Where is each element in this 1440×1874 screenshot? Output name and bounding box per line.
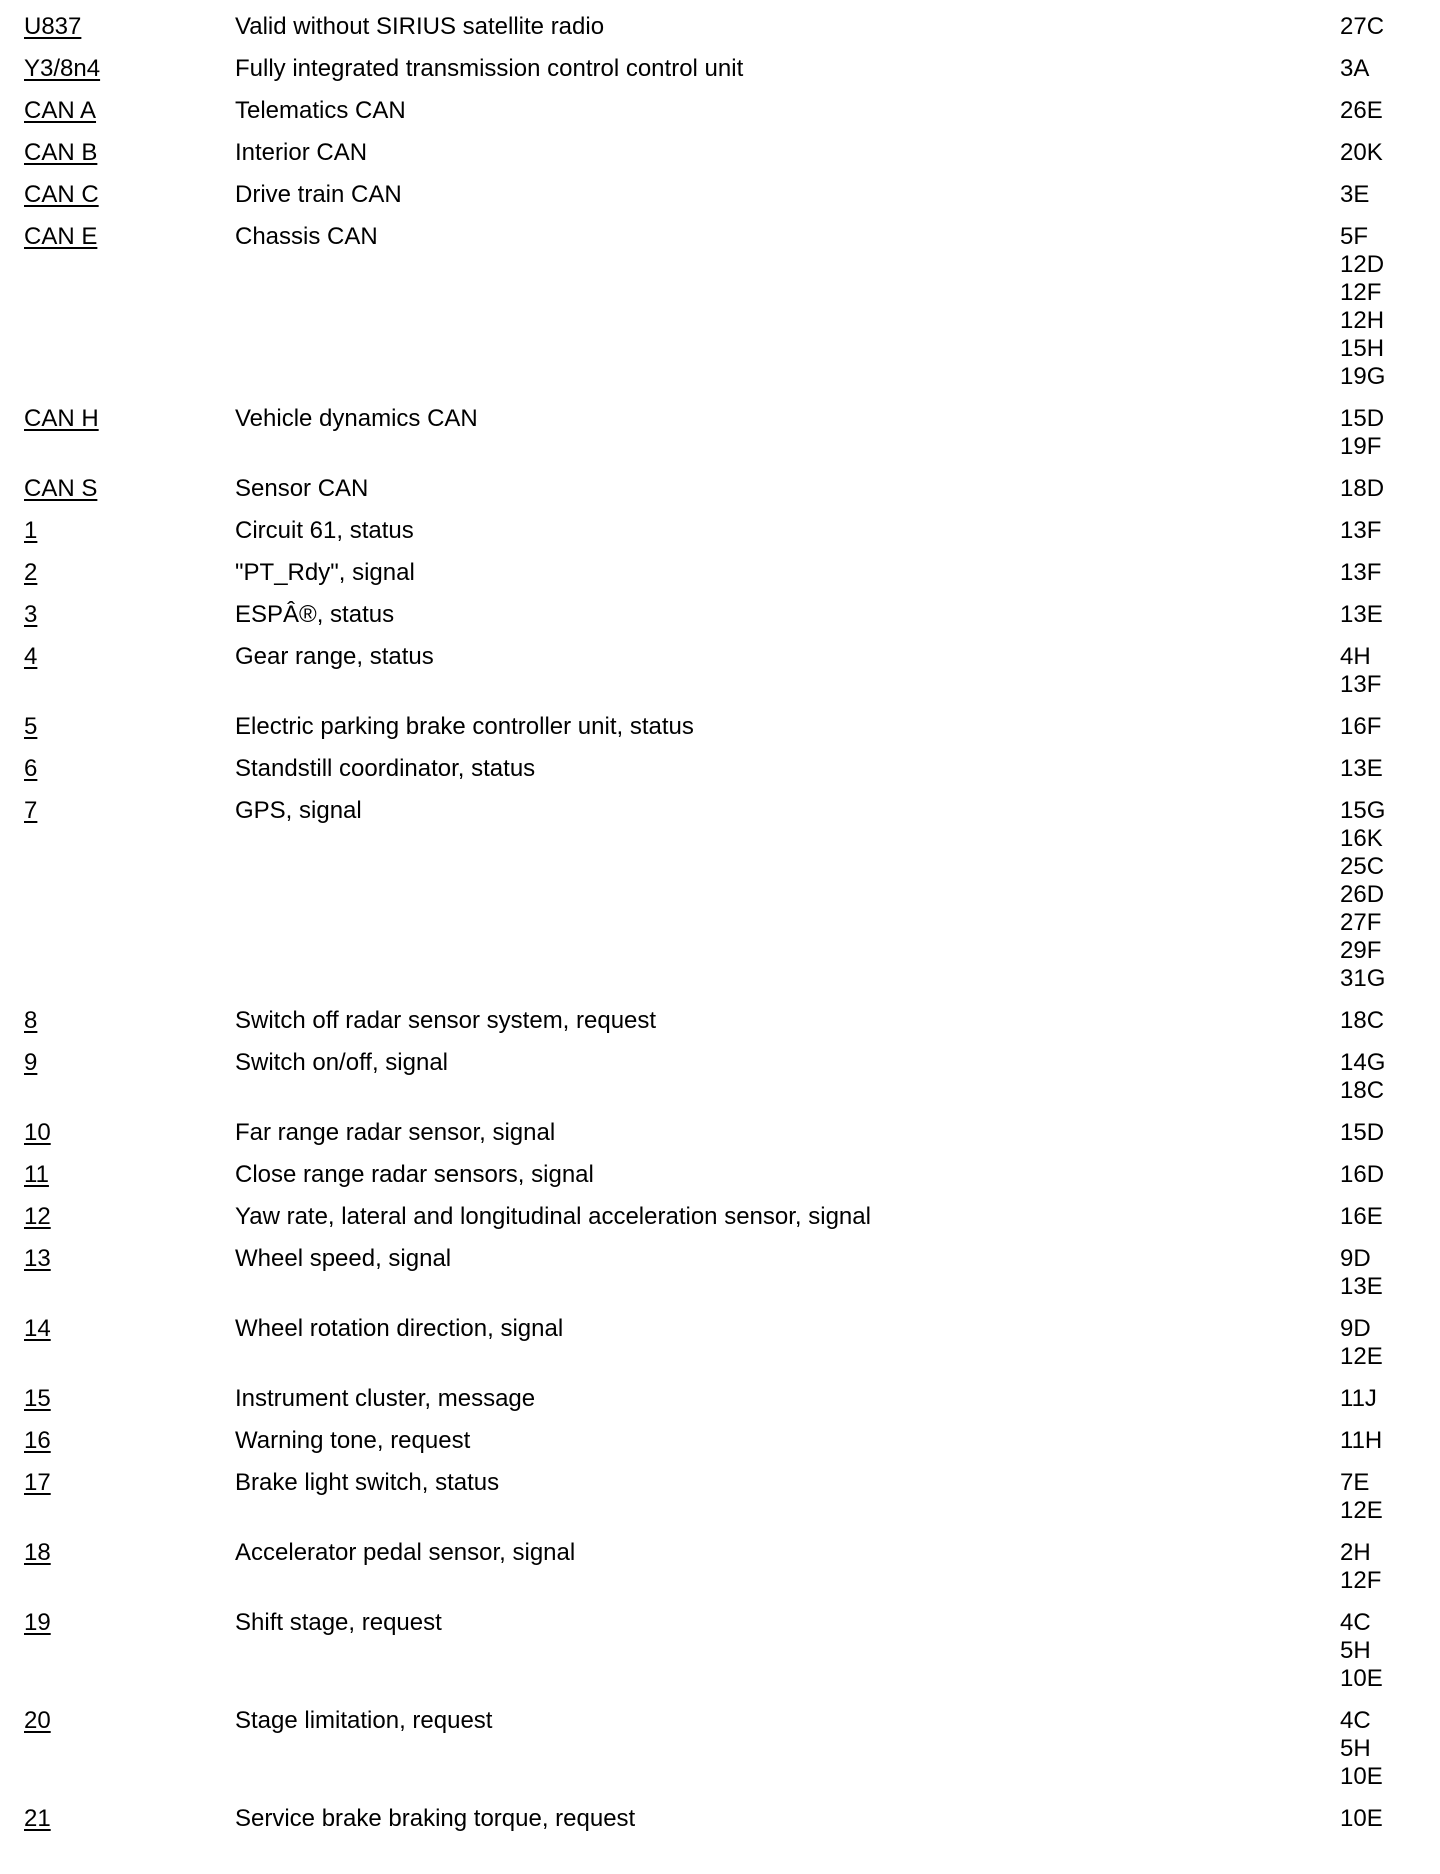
grid-reference: 26E bbox=[1340, 97, 1383, 124]
legend-ref-cell bbox=[1340, 1038, 1440, 1108]
legend-code-cell bbox=[0, 1304, 235, 1374]
legend-code-link[interactable]: 1 bbox=[24, 517, 38, 544]
legend-ref-cell bbox=[1340, 0, 1440, 44]
legend-ref-cell bbox=[1340, 744, 1440, 786]
legend-ref-cell bbox=[1340, 1108, 1440, 1150]
legend-code-link[interactable]: CAN A bbox=[24, 97, 97, 124]
legend-ref-cell bbox=[1340, 1304, 1440, 1374]
legend-row bbox=[0, 1598, 1440, 1696]
legend-code-cell bbox=[0, 0, 235, 44]
grid-reference: 27C bbox=[1340, 13, 1385, 40]
legend-description: Close range radar sensors, signal bbox=[235, 1161, 594, 1188]
grid-reference: 4C bbox=[1340, 1707, 1371, 1734]
legend-code-link[interactable]: 17 bbox=[24, 1469, 51, 1496]
legend-code-cell bbox=[0, 128, 235, 170]
legend-row bbox=[0, 0, 1440, 44]
legend-code-link[interactable]: Y3/8n4 bbox=[24, 55, 101, 82]
legend-ref-cell bbox=[1340, 1598, 1440, 1696]
grid-reference: 5H bbox=[1340, 1735, 1371, 1762]
legend-ref-cell bbox=[1340, 170, 1440, 212]
legend-description: Standstill coordinator, status bbox=[235, 755, 536, 782]
legend-ref-cell bbox=[1340, 1150, 1440, 1192]
legend-description: "PT_Rdy", signal bbox=[235, 559, 415, 586]
legend-ref-cell bbox=[1340, 1192, 1440, 1234]
legend-row bbox=[0, 1192, 1440, 1234]
grid-reference: 10E bbox=[1340, 1763, 1383, 1790]
grid-reference: 11J bbox=[1340, 1385, 1377, 1412]
grid-reference: 25C bbox=[1340, 853, 1385, 880]
grid-reference: 11H bbox=[1340, 1427, 1383, 1454]
legend-ref-cell bbox=[1340, 702, 1440, 744]
legend-ref-cell bbox=[1340, 1528, 1440, 1598]
legend-code-link[interactable]: 20 bbox=[24, 1707, 51, 1734]
grid-reference: 16D bbox=[1340, 1161, 1385, 1188]
legend-code-link[interactable]: 3 bbox=[24, 601, 38, 628]
legend-code-link[interactable]: 18 bbox=[24, 1539, 51, 1566]
legend-row bbox=[0, 1374, 1440, 1416]
legend-code-link[interactable]: 8 bbox=[24, 1007, 38, 1034]
legend-description: Wheel rotation direction, signal bbox=[235, 1315, 564, 1342]
legend-code-link[interactable]: 16 bbox=[24, 1427, 51, 1454]
grid-reference: 5F bbox=[1340, 223, 1369, 250]
legend-row bbox=[0, 1458, 1440, 1528]
legend-code-link[interactable]: 5 bbox=[24, 713, 38, 740]
legend-description: Gear range, status bbox=[235, 643, 434, 670]
legend-code-cell bbox=[0, 786, 235, 996]
legend-code-cell bbox=[0, 548, 235, 590]
legend-description: ESPÂ®, status bbox=[235, 601, 395, 628]
legend-code-link[interactable]: 11 bbox=[24, 1161, 49, 1188]
legend-row bbox=[0, 506, 1440, 548]
grid-reference: 13E bbox=[1340, 1273, 1383, 1300]
grid-reference: 13F bbox=[1340, 671, 1382, 698]
legend-code-cell bbox=[0, 996, 235, 1038]
legend-description: Accelerator pedal sensor, signal bbox=[235, 1539, 576, 1566]
legend-code-cell bbox=[0, 44, 235, 86]
legend-code-link[interactable]: 19 bbox=[24, 1609, 51, 1636]
grid-reference: 7E bbox=[1340, 1469, 1370, 1496]
legend-code-link[interactable]: U837 bbox=[24, 13, 82, 40]
legend-description: Drive train CAN bbox=[235, 181, 402, 208]
legend-description: Brake light switch, status bbox=[235, 1469, 500, 1496]
grid-reference: 4C bbox=[1340, 1609, 1371, 1636]
grid-reference: 10E bbox=[1340, 1805, 1383, 1832]
legend-code-cell bbox=[0, 394, 235, 464]
legend-row bbox=[0, 632, 1440, 702]
legend-code-cell bbox=[0, 702, 235, 744]
legend-description: Sensor CAN bbox=[235, 475, 369, 502]
legend-description: Shift stage, request bbox=[235, 1609, 442, 1636]
legend-code-cell bbox=[0, 1416, 235, 1458]
grid-reference: 10E bbox=[1340, 1665, 1383, 1692]
legend-ref-cell bbox=[1340, 212, 1440, 394]
grid-reference: 12E bbox=[1340, 1497, 1383, 1524]
grid-reference: 15H bbox=[1340, 335, 1385, 362]
grid-reference: 16K bbox=[1340, 825, 1383, 852]
legend-description: Electric parking brake controller unit, status bbox=[235, 713, 694, 740]
legend-code-cell bbox=[0, 464, 235, 506]
grid-reference: 13F bbox=[1340, 559, 1382, 586]
legend-description: Switch off radar sensor system, request bbox=[235, 1007, 657, 1034]
grid-reference: 12D bbox=[1340, 251, 1385, 278]
legend-row bbox=[0, 548, 1440, 590]
grid-reference: 15D bbox=[1340, 405, 1385, 432]
grid-reference: 2H bbox=[1340, 1539, 1371, 1566]
grid-reference: 3A bbox=[1340, 55, 1370, 82]
legend-code-cell bbox=[0, 1038, 235, 1108]
legend-description: Circuit 61, status bbox=[235, 517, 414, 544]
legend-description: Wheel speed, signal bbox=[235, 1245, 452, 1272]
legend-row bbox=[0, 996, 1440, 1038]
legend-description: Valid without SIRIUS satellite radio bbox=[235, 13, 605, 40]
legend-row bbox=[0, 464, 1440, 506]
grid-reference: 31G bbox=[1340, 965, 1386, 992]
grid-reference: 14G bbox=[1340, 1049, 1386, 1076]
grid-reference: 3E bbox=[1340, 181, 1370, 208]
legend-ref-cell bbox=[1340, 1234, 1440, 1304]
legend-code-link[interactable]: 7 bbox=[24, 797, 38, 824]
legend-code-link[interactable]: CAN C bbox=[24, 181, 99, 208]
grid-reference: 18C bbox=[1340, 1077, 1385, 1104]
legend-row bbox=[0, 1234, 1440, 1304]
legend-row bbox=[0, 1150, 1440, 1192]
legend-ref-cell bbox=[1340, 506, 1440, 548]
legend-code-cell bbox=[0, 590, 235, 632]
legend-code-cell bbox=[0, 212, 235, 394]
legend-code-link[interactable]: 21 bbox=[24, 1805, 51, 1832]
legend-row bbox=[0, 86, 1440, 128]
legend-code-cell bbox=[0, 1108, 235, 1150]
legend-code-cell bbox=[0, 1598, 235, 1696]
legend-ref-cell bbox=[1340, 394, 1440, 464]
grid-reference: 12F bbox=[1340, 279, 1382, 306]
legend-description: Switch on/off, signal bbox=[235, 1049, 449, 1076]
legend-ref-cell bbox=[1340, 632, 1440, 702]
grid-reference: 9D bbox=[1340, 1245, 1371, 1272]
legend-row bbox=[0, 590, 1440, 632]
legend-code-cell bbox=[0, 1794, 235, 1836]
legend-code-link[interactable]: 15 bbox=[24, 1385, 51, 1412]
grid-reference: 19F bbox=[1340, 433, 1382, 460]
legend-code-cell bbox=[0, 1150, 235, 1192]
legend-row bbox=[0, 44, 1440, 86]
legend-row bbox=[0, 170, 1440, 212]
legend-row bbox=[0, 394, 1440, 464]
grid-reference: 18D bbox=[1340, 475, 1385, 502]
grid-reference: 15G bbox=[1340, 797, 1386, 824]
legend-code-cell bbox=[0, 506, 235, 548]
grid-reference: 13E bbox=[1340, 755, 1383, 782]
legend-description: Telematics CAN bbox=[235, 97, 406, 124]
legend-ref-cell bbox=[1340, 548, 1440, 590]
legend-description: Stage limitation, request bbox=[235, 1707, 493, 1734]
legend-code-link[interactable]: 4 bbox=[24, 643, 38, 670]
legend-ref-cell bbox=[1340, 786, 1440, 996]
legend-ref-cell bbox=[1340, 996, 1440, 1038]
legend-code-link[interactable]: 6 bbox=[24, 755, 38, 782]
legend-ref-cell bbox=[1340, 1696, 1440, 1794]
grid-reference: 12E bbox=[1340, 1343, 1383, 1370]
legend-description: Fully integrated transmission control control unit bbox=[235, 55, 744, 82]
grid-reference: 13E bbox=[1340, 601, 1383, 628]
legend-row bbox=[0, 1696, 1440, 1794]
legend-code-link[interactable]: CAN B bbox=[24, 139, 98, 166]
legend-ref-cell bbox=[1340, 1458, 1440, 1528]
legend-code-cell bbox=[0, 1528, 235, 1598]
grid-reference: 29F bbox=[1340, 937, 1382, 964]
grid-reference: 9D bbox=[1340, 1315, 1371, 1342]
legend-code-link[interactable]: 9 bbox=[24, 1049, 38, 1076]
legend-row bbox=[0, 1416, 1440, 1458]
legend-code-cell bbox=[0, 1374, 235, 1416]
grid-reference: 16E bbox=[1340, 1203, 1383, 1230]
legend-code-link[interactable]: CAN S bbox=[24, 475, 98, 502]
legend-code-cell bbox=[0, 86, 235, 128]
legend-row bbox=[0, 744, 1440, 786]
legend-code-link[interactable]: 12 bbox=[24, 1203, 51, 1230]
legend-code-cell bbox=[0, 1234, 235, 1304]
legend-description: Interior CAN bbox=[235, 139, 368, 166]
legend-ref-cell bbox=[1340, 1374, 1440, 1416]
grid-reference: 26D bbox=[1340, 881, 1385, 908]
legend-ref-cell bbox=[1340, 1416, 1440, 1458]
legend-description: Instrument cluster, message bbox=[235, 1385, 536, 1412]
legend-row bbox=[0, 1304, 1440, 1374]
legend-description: Warning tone, request bbox=[235, 1427, 471, 1454]
legend-description: GPS, signal bbox=[235, 797, 362, 824]
legend-ref-cell bbox=[1340, 128, 1440, 170]
legend-row bbox=[0, 1528, 1440, 1598]
legend-code-link[interactable]: 13 bbox=[24, 1245, 51, 1272]
grid-reference: 4H bbox=[1340, 643, 1371, 670]
grid-reference: 5H bbox=[1340, 1637, 1371, 1664]
legend-code-cell bbox=[0, 1458, 235, 1528]
legend-description: Service brake braking torque, request bbox=[235, 1805, 636, 1832]
legend-row bbox=[0, 702, 1440, 744]
legend-code-cell bbox=[0, 1192, 235, 1234]
legend-ref-cell bbox=[1340, 86, 1440, 128]
grid-reference: 19G bbox=[1340, 363, 1386, 390]
legend-code-cell bbox=[0, 170, 235, 212]
legend-ref-cell bbox=[1340, 1794, 1440, 1836]
grid-reference: 12H bbox=[1340, 307, 1385, 334]
legend-code-link[interactable]: CAN E bbox=[24, 223, 98, 250]
legend-ref-cell bbox=[1340, 590, 1440, 632]
legend-ref-cell bbox=[1340, 44, 1440, 86]
legend-code-cell bbox=[0, 632, 235, 702]
legend-description: Chassis CAN bbox=[235, 223, 378, 250]
legend-description: Yaw rate, lateral and longitudinal acceleration sensor, signal bbox=[235, 1203, 871, 1230]
grid-reference: 27F bbox=[1340, 909, 1382, 936]
legend-code-cell bbox=[0, 1696, 235, 1794]
legend-code-link[interactable]: 10 bbox=[24, 1119, 51, 1146]
legend-row bbox=[0, 1794, 1440, 1836]
legend-row bbox=[0, 128, 1440, 170]
grid-reference: 20K bbox=[1340, 139, 1383, 166]
legend-code-link[interactable]: 14 bbox=[24, 1315, 51, 1342]
legend-ref-cell bbox=[1340, 464, 1440, 506]
legend-row bbox=[0, 1108, 1440, 1150]
legend-code-cell bbox=[0, 744, 235, 786]
legend-row bbox=[0, 786, 1440, 996]
legend-row bbox=[0, 212, 1440, 394]
grid-reference: 16F bbox=[1340, 713, 1382, 740]
grid-reference: 12F bbox=[1340, 1567, 1382, 1594]
grid-reference: 13F bbox=[1340, 517, 1382, 544]
legend-code-link[interactable]: CAN H bbox=[24, 405, 99, 432]
grid-reference: 15D bbox=[1340, 1119, 1385, 1146]
legend-description: Vehicle dynamics CAN bbox=[235, 405, 478, 432]
legend-code-link[interactable]: 2 bbox=[24, 559, 38, 586]
legend-row bbox=[0, 1038, 1440, 1108]
grid-reference: 18C bbox=[1340, 1007, 1385, 1034]
legend-description: Far range radar sensor, signal bbox=[235, 1119, 556, 1146]
